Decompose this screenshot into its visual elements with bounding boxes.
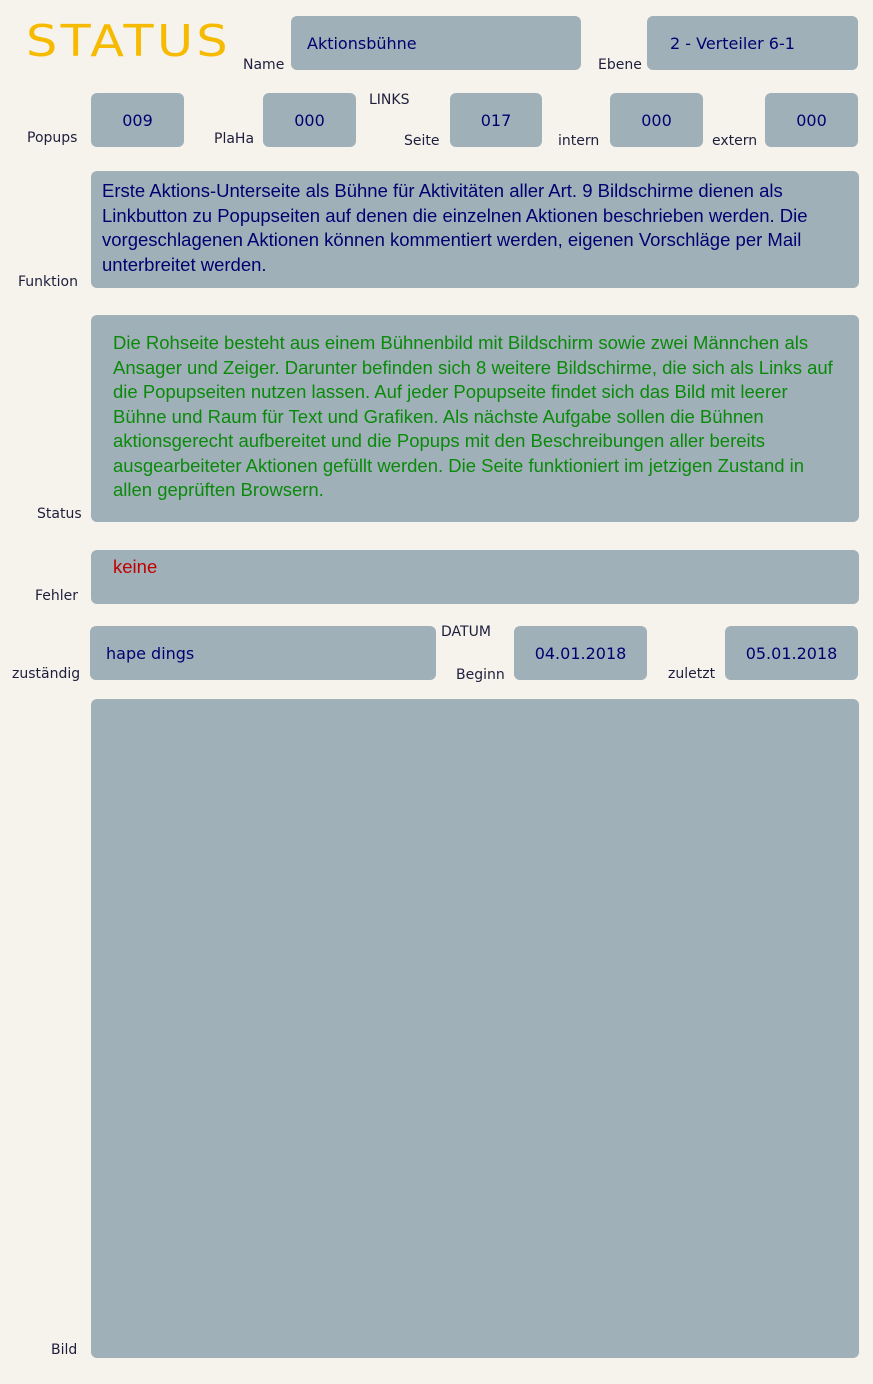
seite-value: 017 [480,111,512,130]
seite-label: Seite [404,133,440,149]
zustaendig-label: zuständig [12,666,81,682]
bild-area[interactable] [91,699,859,1358]
zuletzt-field[interactable] [725,626,858,680]
extern-label: extern [712,133,758,149]
zuletzt-label: zuletzt [668,666,716,682]
intern-field[interactable] [610,93,703,147]
zuletzt-value: 05.01.2018 [745,644,838,663]
seite-field[interactable] [450,93,542,147]
beginn-value: 04.01.2018 [534,644,627,663]
datum-heading: DATUM [441,624,491,640]
beginn-label: Beginn [456,667,505,683]
bild-label: Bild [51,1342,78,1358]
fehler-label: Fehler [35,588,79,604]
popups-value: 009 [122,111,153,130]
links-heading: LINKS [369,92,410,108]
zustaendig-value: hape dings [106,644,195,663]
extern-field[interactable] [765,93,858,147]
extern-value: 000 [796,111,827,130]
beginn-field[interactable] [514,626,647,680]
intern-label: intern [558,133,600,149]
popups-label: Popups [27,130,78,146]
ebene-label: Ebene [598,57,642,73]
funktion-field[interactable] [91,171,859,288]
intern-value: 000 [641,111,672,130]
ebene-field[interactable] [647,16,858,70]
status-field[interactable] [91,315,859,522]
ebene-value: 2 - Verteiler 6-1 [670,34,795,53]
zustaendig-field[interactable] [90,626,436,680]
plaha-field[interactable] [263,93,356,147]
name-label: Name [243,57,285,73]
page-title: STATUS [26,16,232,67]
name-value: Aktionsbühne [307,34,417,53]
fehler-field[interactable] [91,550,859,604]
plaha-value: 000 [294,111,325,130]
status-label: Status [37,506,82,522]
plaha-label: PlaHa [214,131,255,147]
funktion-label: Funktion [18,274,78,290]
name-field[interactable] [291,16,581,70]
fehler-text: keine [113,556,158,577]
status-text: Die Rohseite besteht aus einem Bühnenbild mit Bildschirm sowie zwei Männchen als Ansager und Zeiger. Darunter befinden sich 8 weitere Bildschirme, die sich als Links auf die Popupseiten nutzen lassen. Auf jeder Popupseite findet sich das Bild mit leerer Bühne und Raum für Text und Grafiken. Als nächste Aufgabe sollen die Bühnen aktionsgerecht aufbereitet und die Popups mit den Beschreibungen aller bereits ausgearbeiteter Aktionen gefüllt werden. Die Seite funktioniert im jetzigen Zustand in allen geprüften Browsern. [113,332,833,500]
popups-field[interactable] [91,93,184,147]
funktion-text: Erste Aktions-Unterseite als Bühne für Aktivitäten aller Art. 9 Bildschirme dienen als Linkbutton zu Popupseiten auf denen die einzelnen Aktionen beschrieben werden. Die vorgeschlagenen Aktionen können kommentiert werden, eigenen Vorschläge per Mail unterbreitet werden. [102,180,808,275]
